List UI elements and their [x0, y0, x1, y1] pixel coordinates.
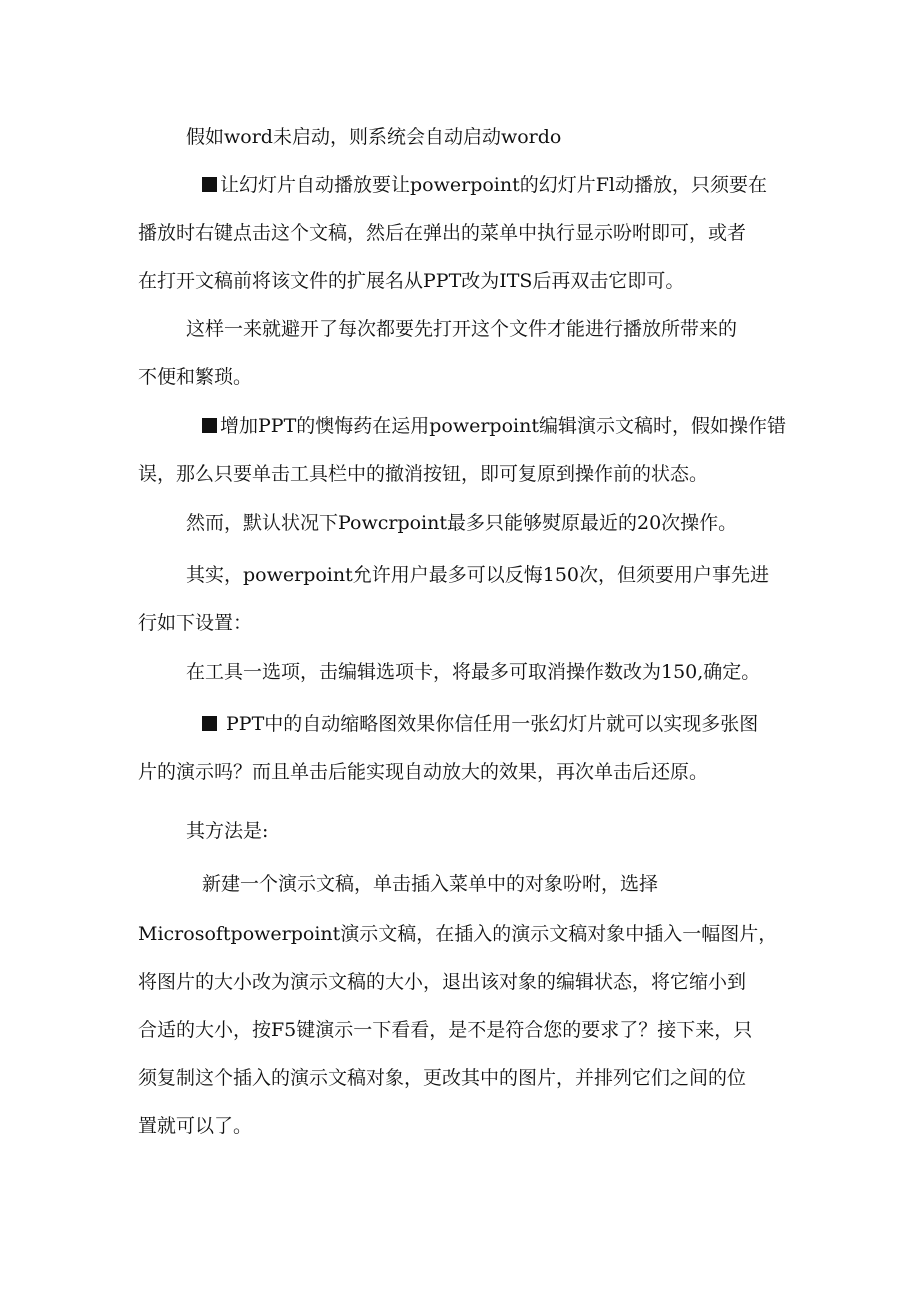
paragraph-line: 其方法是:: [186, 820, 269, 842]
paragraph-line: 在工具一选项，击编辑选项卡，将最多可取消操作数改为150,确定。: [186, 661, 761, 683]
paragraph-line: PPT中的自动缩略图效果你信任用一张幻灯片就可以实现多张图: [226, 713, 759, 735]
paragraph-line: 其实，powerpoint允许用户最多可以反悔150次，但须要用户事先进: [186, 564, 770, 586]
paragraph-line: 片的演示吗？而且单击后能实现自动放大的效果，再次单击后还原。: [138, 761, 709, 783]
square-bullet-icon: [202, 418, 217, 433]
paragraph-line: 误，那么只要单击工具栏中的撤消按钮，即可复原到操作前的状态。: [138, 463, 709, 485]
paragraph-line: 让幻灯片自动播放要让powerpoint的幻灯片Fl动播放，只须要在: [220, 174, 768, 196]
square-bullet-icon: [202, 716, 217, 731]
paragraph-line: 假如word未启动，则系统会自动启动wordo: [186, 126, 562, 148]
paragraph-line: 不便和繁琐。: [138, 366, 253, 388]
paragraph-line: 将图片的大小改为演示文稿的大小，退出该对象的编辑状态，将它缩小到: [138, 971, 747, 993]
paragraph-line: 在打开文稿前将该文件的扩展名从PPT改为ITS后再双击它即可。: [138, 270, 685, 292]
paragraph-line: 增加PPT的懊悔药在运用powerpoint编辑演示文稿时，假如操作错: [220, 415, 786, 437]
paragraph-line: 合适的大小，按F5键演示一下看看，是不是符合您的要求了？接下来，只: [138, 1019, 753, 1041]
paragraph-line: 须复制这个插入的演示文稿对象，更改其中的图片，并排列它们之间的位: [138, 1067, 747, 1089]
square-bullet-icon: [202, 177, 217, 192]
paragraph-line: 播放时右键点击这个文稿，然后在弹出的菜单中执行显示吩咐即可，或者: [138, 222, 747, 244]
paragraph-line: 置就可以了。: [138, 1115, 253, 1137]
paragraph-line: 这样一来就避开了每次都要先打开这个文件才能进行播放所带来的: [186, 318, 738, 340]
paragraph-line: 行如下设置：: [138, 612, 253, 634]
paragraph-line: 然而，默认状况下Powcrpoint最多只能够熨原最近的20次操作。: [186, 512, 738, 534]
paragraph-line: 新建一个演示文稿，单击插入菜单中的对象吩咐，选择: [202, 873, 659, 895]
paragraph-line: Microsoftpowerpoint演示文稿，在插入的演示文稿对象中插入一幅图片，: [138, 923, 778, 945]
